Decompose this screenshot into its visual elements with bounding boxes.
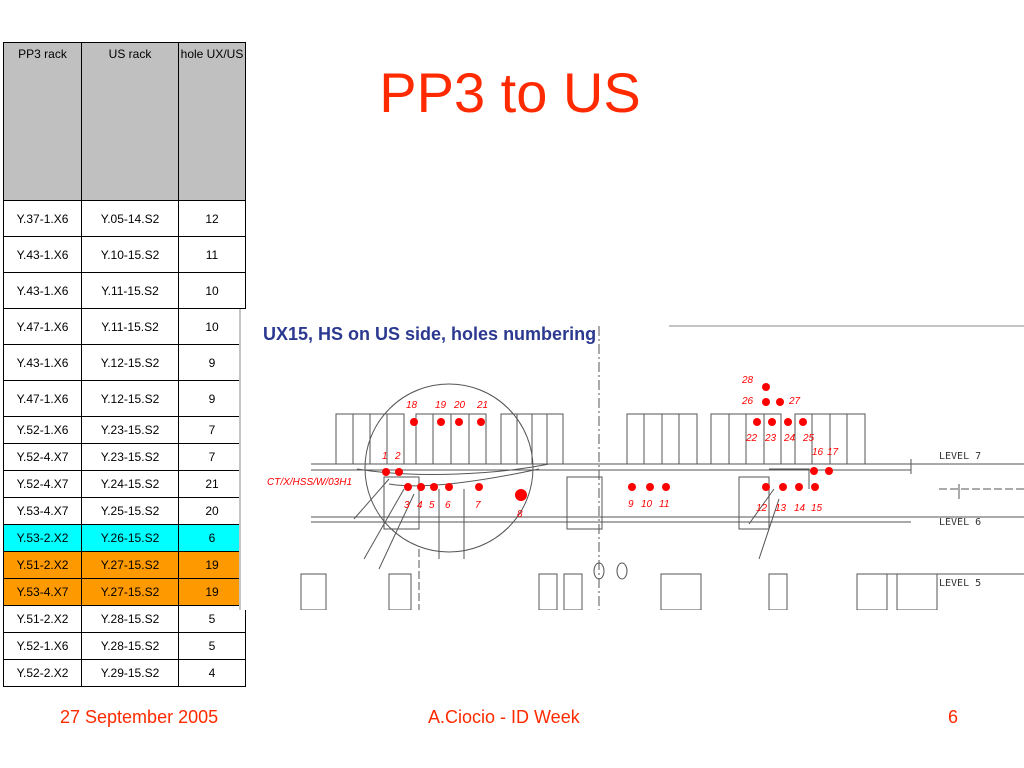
cell-pp3: Y.52-4.X7 xyxy=(4,444,82,471)
hole-marker xyxy=(762,398,770,406)
table-row xyxy=(4,498,246,525)
cell-pp3: Y.43-1.X6 xyxy=(4,237,82,273)
hole-marker xyxy=(779,483,787,491)
hole-label: 7 xyxy=(475,500,481,511)
hole-label: 12 xyxy=(756,503,768,514)
rack-table xyxy=(3,42,246,687)
cell-hole: 10 xyxy=(179,273,246,309)
hole-marker xyxy=(762,383,770,391)
cell-pp3: Y.51-2.X2 xyxy=(4,606,82,633)
cell-us: Y.28-15.S2 xyxy=(82,633,179,660)
table-row xyxy=(4,444,246,471)
hole-label: 19 xyxy=(435,400,447,411)
cell-us: Y.12-15.S2 xyxy=(82,345,179,381)
hole-marker xyxy=(445,483,453,491)
hole-label: 16 xyxy=(812,447,824,458)
hole-marker xyxy=(799,418,807,426)
hole-marker xyxy=(776,398,784,406)
hole-marker xyxy=(810,467,818,475)
cell-us: Y.27-15.S2 xyxy=(82,579,179,606)
hole-label: 24 xyxy=(784,433,796,444)
hole-label: 25 xyxy=(803,433,815,444)
hole-marker xyxy=(646,483,654,491)
cell-pp3: Y.52-4.X7 xyxy=(4,471,82,498)
table-header-row xyxy=(4,43,246,201)
cell-us: Y.26-15.S2 xyxy=(82,525,179,552)
diagram-title: UX15, HS on US side, holes numbering xyxy=(263,324,597,344)
hole-label: 20 xyxy=(454,400,466,411)
cell-us: Y.10-15.S2 xyxy=(82,237,179,273)
cell-us: Y.24-15.S2 xyxy=(82,471,179,498)
level-6-label: LEVEL 6 xyxy=(939,517,982,528)
hole-label: 8 xyxy=(517,509,523,520)
cell-us: Y.12-15.S2 xyxy=(82,381,179,417)
cell-pp3: Y.47-1.X6 xyxy=(4,381,82,417)
hole-label: 13 xyxy=(775,503,787,514)
hole-label: 21 xyxy=(477,400,489,411)
hole-label: 28 xyxy=(742,375,754,386)
table-row xyxy=(4,201,246,237)
hole-label: 14 xyxy=(794,503,806,514)
cell-hole: 11 xyxy=(179,237,246,273)
hole-marker xyxy=(784,418,792,426)
cell-hole: 20 xyxy=(179,498,246,525)
header-us-rack: US rack xyxy=(82,43,179,201)
table-row xyxy=(4,606,246,633)
level-5-label: LEVEL 5 xyxy=(939,578,982,589)
cell-hole: 7 xyxy=(179,417,246,444)
cable-label: CT/X/HSS/W/03H1 xyxy=(267,477,353,488)
hole-label: 6 xyxy=(445,500,451,511)
hole-marker xyxy=(515,489,527,501)
hole-label: 15 xyxy=(811,503,823,514)
hole-marker xyxy=(768,418,776,426)
cell-pp3: Y.53-2.X2 xyxy=(4,525,82,552)
cell-us: Y.28-15.S2 xyxy=(82,606,179,633)
hole-marker xyxy=(430,483,438,491)
cell-pp3: Y.51-2.X2 xyxy=(4,552,82,579)
cell-pp3: Y.43-1.X6 xyxy=(4,345,82,381)
hole-marker xyxy=(417,483,425,491)
cell-us: Y.05-14.S2 xyxy=(82,201,179,237)
hole-label: 4 xyxy=(417,500,423,511)
hole-marker xyxy=(795,483,803,491)
cell-hole: 19 xyxy=(179,579,246,606)
hole-marker xyxy=(410,418,418,426)
level-7-label: LEVEL 7 xyxy=(939,451,982,462)
hole-label: 23 xyxy=(765,433,777,444)
cell-hole: 9 xyxy=(179,381,246,417)
cell-pp3: Y.52-2.X2 xyxy=(4,660,82,687)
cell-hole: 21 xyxy=(179,471,246,498)
cell-pp3: Y.47-1.X6 xyxy=(4,309,82,345)
table-row xyxy=(4,471,246,498)
cell-us: Y.23-15.S2 xyxy=(82,444,179,471)
cell-pp3: Y.37-1.X6 xyxy=(4,201,82,237)
cell-pp3: Y.53-4.X7 xyxy=(4,498,82,525)
cell-hole: 10 xyxy=(179,309,246,345)
hole-marker xyxy=(753,418,761,426)
table-row xyxy=(4,309,246,345)
table-row xyxy=(4,660,246,687)
cell-pp3: Y.43-1.X6 xyxy=(4,273,82,309)
hole-label: 22 xyxy=(746,433,758,444)
cell-us: Y.11-15.S2 xyxy=(82,273,179,309)
table-row xyxy=(4,237,246,273)
table-row xyxy=(4,552,246,579)
table-row xyxy=(4,381,246,417)
cell-hole: 6 xyxy=(179,525,246,552)
hole-diagram xyxy=(239,309,1024,610)
cell-us: Y.29-15.S2 xyxy=(82,660,179,687)
hole-label: 5 xyxy=(429,500,435,511)
cell-us: Y.27-15.S2 xyxy=(82,552,179,579)
table-row xyxy=(4,525,246,552)
cell-pp3: Y.52-1.X6 xyxy=(4,417,82,444)
hole-marker xyxy=(475,483,483,491)
hole-label: 2 xyxy=(395,451,401,462)
cell-hole: 12 xyxy=(179,201,246,237)
cell-pp3: Y.53-4.X7 xyxy=(4,579,82,606)
hole-marker xyxy=(404,483,412,491)
hole-label: 10 xyxy=(641,499,653,510)
hole-label: 1 xyxy=(382,451,388,462)
cell-hole: 19 xyxy=(179,552,246,579)
hole-label: 27 xyxy=(789,396,801,407)
cell-pp3: Y.52-1.X6 xyxy=(4,633,82,660)
table-row xyxy=(4,579,246,606)
hole-marker xyxy=(628,483,636,491)
hole-marker xyxy=(382,468,390,476)
cell-hole: 4 xyxy=(179,660,246,687)
hole-marker xyxy=(395,468,403,476)
cell-hole: 5 xyxy=(179,633,246,660)
hole-label: 9 xyxy=(628,499,634,510)
header-hole: hole UX/US xyxy=(179,43,246,201)
hole-label: 11 xyxy=(659,499,670,510)
hole-label: 3 xyxy=(404,500,410,511)
table-row xyxy=(4,417,246,444)
hole-label: 17 xyxy=(827,447,839,458)
hole-marker xyxy=(437,418,445,426)
table-row xyxy=(4,273,246,309)
cell-us: Y.25-15.S2 xyxy=(82,498,179,525)
hole-label: 26 xyxy=(742,396,754,407)
hole-marker xyxy=(455,418,463,426)
hole-label: 18 xyxy=(406,400,418,411)
cell-hole: 9 xyxy=(179,345,246,381)
cell-us: Y.23-15.S2 xyxy=(82,417,179,444)
hole-marker xyxy=(662,483,670,491)
cell-hole: 5 xyxy=(179,606,246,633)
table-row xyxy=(4,345,246,381)
footer-date: 27 September 2005 xyxy=(60,707,219,727)
table-row xyxy=(4,633,246,660)
hole-marker xyxy=(811,483,819,491)
cell-us: Y.11-15.S2 xyxy=(82,309,179,345)
footer-author: A.Ciocio - ID Week xyxy=(428,707,580,727)
slide-title: PP3 to US xyxy=(379,61,641,124)
hole-marker xyxy=(825,467,833,475)
cell-hole: 7 xyxy=(179,444,246,471)
hole-marker xyxy=(477,418,485,426)
header-pp3-rack: PP3 rack xyxy=(4,43,82,201)
page-number: 6 xyxy=(948,707,959,727)
hole-marker xyxy=(762,483,770,491)
